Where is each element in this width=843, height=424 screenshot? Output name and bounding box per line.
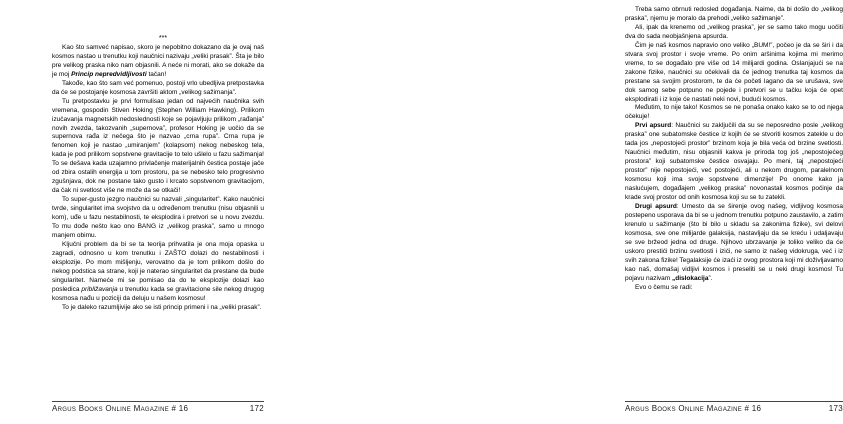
paragraph: Međutim, to nije tako! Kosmos se ne ponaša onako kako se to od njega očekuje!	[625, 104, 843, 121]
paragraph: Ali, ipak da krenemo od „velikog praska”, jer se samo tako mogu uočiti dva do sada neobjašnjena apsurda.	[625, 23, 843, 40]
footer-rule	[52, 401, 264, 402]
footer-rule	[625, 401, 843, 402]
magazine-title: Argus Books Online Magazine # 16	[52, 404, 189, 413]
right-page-text	[625, 6, 843, 293]
paragraph: To je daleko razumljivije ako se isti princip primeni i na „veliki prasak”.	[62, 303, 262, 311]
right-page	[300, 0, 843, 424]
paragraph-text: Kao što samveć napisao, skoro je nepobitno dokazano da je ovaj naš kosmos nastao u trenutku koji naučnici nazivaju „veliki prasak”. Šta je bilo pre velikog praska niko nam objasnili. A neće ni morati, ako se dokaže da je moj	[52, 43, 264, 78]
paragraph-text: ”.	[708, 274, 713, 282]
paragraph: Treba samo obrnuti redosled događanja. Naime, da bi došlo do „velikog praska”, njemu je moralo da prehodi „veliko sažimanje”.	[625, 6, 843, 22]
paragraph: Takođe, kao što sam već pomenuo, postoji vrlo ubedljiva pretpostavka da će se postojanje kosmosa završiti aktom „velikog sažimanja”.	[52, 79, 264, 96]
paragraph-text: : Umesto da se širenje ovog našeg, vidljivog kosmosa postepeno usporava da bi se u jednom trenutku potpuno zaustavilo, a zatim krenulo u sažimanje (što bi bilo u skladu sa zakonima fizike), svi delovi kosmosa, sve one milijarde galaksija, nastavljaju da se kreću i udaljavaju se sve bržeod jedna od druge. Njihovo ubrzavanje je toliko veliko da će uskoro prestići brzinu svetlosti i izići, ne samo iz našeg vidokruga, već i iz svih zakona fizike! Tegalaksije će izaći iz ovog prostora koji mi doživljavamo kao naš, domašaj vidljivi kosmos i preseliti se u neki drugi kosmos! Tu pojavu nazivam	[625, 202, 843, 282]
paragraph-text: tačan!	[146, 70, 167, 78]
paragraph	[625, 203, 843, 284]
paragraph	[52, 44, 264, 80]
section-separator: ***	[158, 35, 168, 42]
paragraph-label: Prvi apsurd	[635, 122, 672, 130]
emphasis: približavanja	[81, 285, 118, 293]
left-page-text	[52, 35, 264, 313]
left-page	[0, 0, 300, 424]
term-dislocation: „dislokacija	[671, 274, 709, 282]
paragraph: Tu pretpostavku je prvi formulisao jedan od najvećih naučnika svih vremena, gospodin Stiven Hoking (Stephen William Hawking). Prilikom izučavanja magnetskih nedoslednosti koje se pojavljuju prilikom „rađanja” novih zvezda, takozvanih „supernova”, profesor Hoking je uočio da se supernova rađa iz nečega što je nazvao „crna rupa”. Crna rupa je fenomen koji je nastao „umiranjem” (kolapsom) nekog nebeskog tela, kada je pod prilikom sopstvene gravitacije to telo ušlelo u fazu sažimanja! To se dešava kada uzajamno privlačenje materijalnih čestica postaje jače od zbira ostalih energija u tom prostoru, pa se nebesko telo progresivno zgušnjava, dok ne postane tako gusto i krcato sopstvenom gravitacijom, da čak ni svetlost više ne može da se otkači!	[52, 97, 264, 195]
paragraph: Evo o čemu se radi:	[635, 283, 693, 291]
page-footer	[625, 404, 843, 413]
page-number: 173	[828, 404, 843, 413]
paragraph	[625, 122, 843, 203]
paragraph: Čim je naš kosmos napravio ono veliko „BUM!”, počeo je da se širi i da stvara svoj prostor i svoje vreme. Po onim aršinima kojima mi merimo vreme, to se događalo pre više od 14 milijardi godina. Oslanjajući se na zakone fizike, naučnici su očekivali da će jednog trenutka taj kosmos da prestane sa svojim prostorom, te da će početi lagano da se urušava, sve dok samog sebe potpuno ne pojede i pretvori se u tačku koja će opet eksplodirati i iz koje će nastati neki novi, budući kosmos.	[625, 41, 843, 103]
paragraph-text: u trenutku kada se gravitacione sile nekog drugog kosmosa nađu u poziciji da deluju u našem kosmosu!	[52, 285, 264, 302]
paragraph-text: Ključni problem da bi se ta teorija prihvatila je ona moja opaska u zagradi, odnosno u kom trenutku i ZAŠTO dolazi do nestabilnosti i eksplozije. Po mom mišljenju, verovatno da je tom prilikom došlo do nekog podstica sa strane, koji je naterao singularitet da prestane da bude singularitet. Nameće mi se pomisao da do te eksplozije dolazi kao posledica	[52, 240, 264, 293]
page-footer	[52, 404, 264, 413]
paragraph	[52, 241, 264, 304]
magazine-title: Argus Books Online Magazine # 16	[625, 404, 762, 413]
principle-name: Princip nepredvidljivosti	[71, 70, 147, 78]
paragraph-text: : Naučnici su zaključili da su se neposredno posle „velikog praska” one subatomske čestice iz kojih će se stvoriti kosmos zatekle u do tada jos „nepostojeći prostor” brzinom koja je bila veća od brzine svetlosti. Naučnici međutim, nisu objasnili kakva je priroda tog još „nepostojećeg prostora” koji subatomske čestice osvajaju. Po meni, taj „nepostojeći prostor” nije nepostojeći, već postojeći, ali u nekom drugom, paralelnom kosmosu koji ima svoje sopstvene dimenzije! Po onome kako ja naslućujem, događajem „velikog praska” novonastali kosmos počinje da krade svoj prostor od onih kosmosa koji su se tu zatekli.	[625, 122, 843, 202]
page-number: 172	[249, 404, 264, 413]
paragraph-label: Drugi apsurd	[635, 202, 677, 210]
paragraph: To super-gusto jezgro naučnici su nazvali „singularitet”. Kako naučnici tvrde, singularitet ima svojstvo da u određenom trenutku (nisu objasnili u kom), uđe u fazu nestabilnosti, te eksplodira i pretvori se u novu zvezdu. To mu dođe nešto kao ono BANG iz „velikog praska”, samo u mnogo manjem obimu.	[52, 196, 264, 239]
